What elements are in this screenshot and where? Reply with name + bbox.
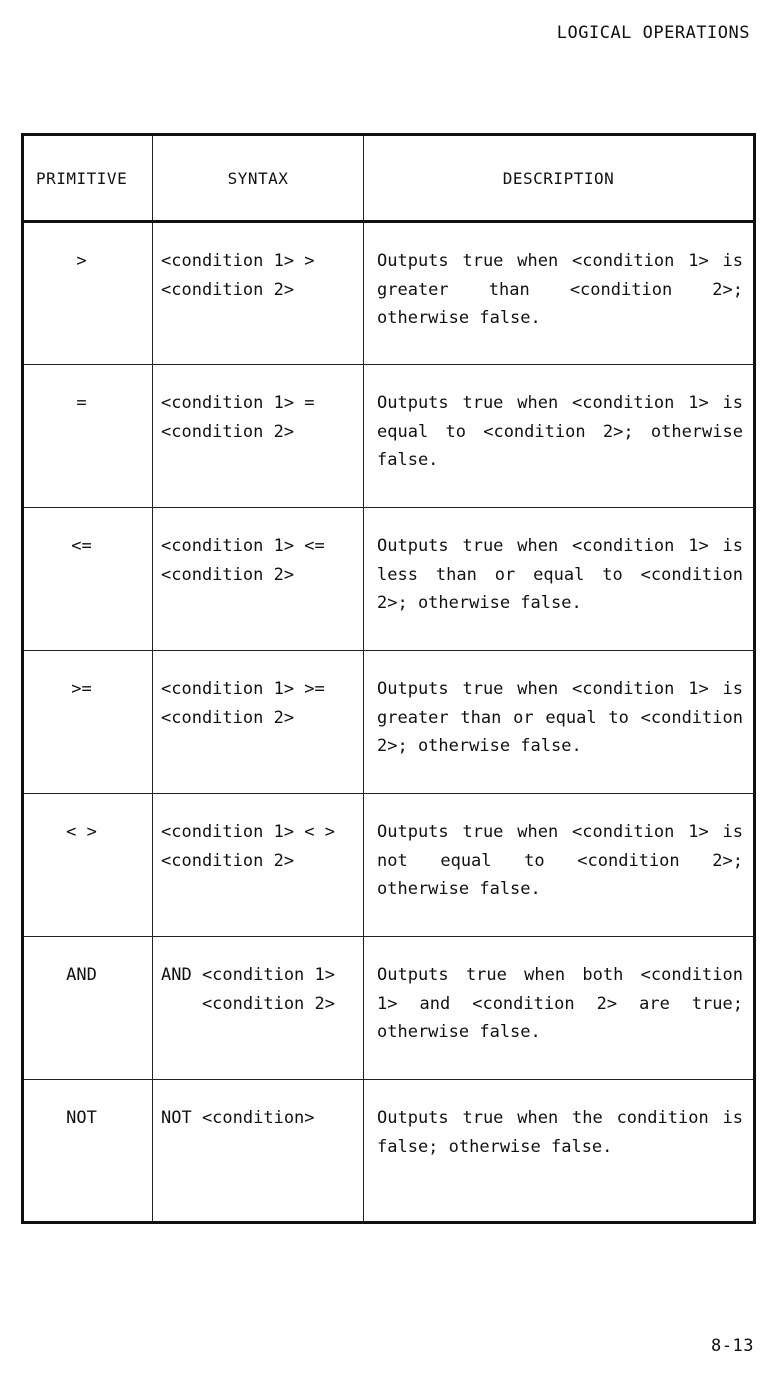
column-header-description: DESCRIPTION — [364, 135, 755, 222]
running-title: LOGICAL OPERATIONS — [556, 23, 750, 43]
description-cell: Outputs true when the condition is false; otherwise false. — [364, 1080, 755, 1223]
syntax-cell: AND <condition 1> <condition 2> — [153, 937, 364, 1080]
description-cell: Outputs true when <condition 1> is greater than or equal to <condition 2>; otherwise false. — [364, 651, 755, 794]
primitive-cell: < > — [23, 794, 153, 937]
description-cell: Outputs true when <condition 1> is less than or equal to <condition 2>; otherwise false. — [364, 508, 755, 651]
table-row — [23, 508, 755, 651]
syntax-cell: <condition 1> > <condition 2> — [153, 222, 364, 365]
table-row — [23, 937, 755, 1080]
description-cell: Outputs true when both <condition 1> and <condition 2> are true; otherwise false. — [364, 937, 755, 1080]
page-number: 8-13 — [711, 1336, 754, 1356]
table-row — [23, 794, 755, 937]
primitive-cell: <= — [23, 508, 153, 651]
description-cell: Outputs true when <condition 1> is equal to <condition 2>; otherwise false. — [364, 365, 755, 508]
logical-operations-table — [21, 133, 756, 1224]
column-header-syntax: SYNTAX — [153, 135, 364, 222]
primitive-cell: AND — [23, 937, 153, 1080]
table-row — [23, 222, 755, 365]
syntax-cell: NOT <condition> — [153, 1080, 364, 1223]
description-cell: Outputs true when <condition 1> is greater than <condition 2>; otherwise false. — [364, 222, 755, 365]
table-row — [23, 365, 755, 508]
primitive-cell: = — [23, 365, 153, 508]
description-cell: Outputs true when <condition 1> is not equal to <condition 2>; otherwise false. — [364, 794, 755, 937]
syntax-cell: <condition 1> = <condition 2> — [153, 365, 364, 508]
table-header-row — [23, 135, 755, 222]
syntax-cell: <condition 1> <= <condition 2> — [153, 508, 364, 651]
syntax-cell: <condition 1> < > <condition 2> — [153, 794, 364, 937]
primitive-cell: >= — [23, 651, 153, 794]
primitive-cell: NOT — [23, 1080, 153, 1223]
table-row — [23, 1080, 755, 1223]
primitive-cell: > — [23, 222, 153, 365]
column-header-primitive: PRIMITIVE — [23, 135, 153, 222]
table-row — [23, 651, 755, 794]
syntax-cell: <condition 1> >= <condition 2> — [153, 651, 364, 794]
